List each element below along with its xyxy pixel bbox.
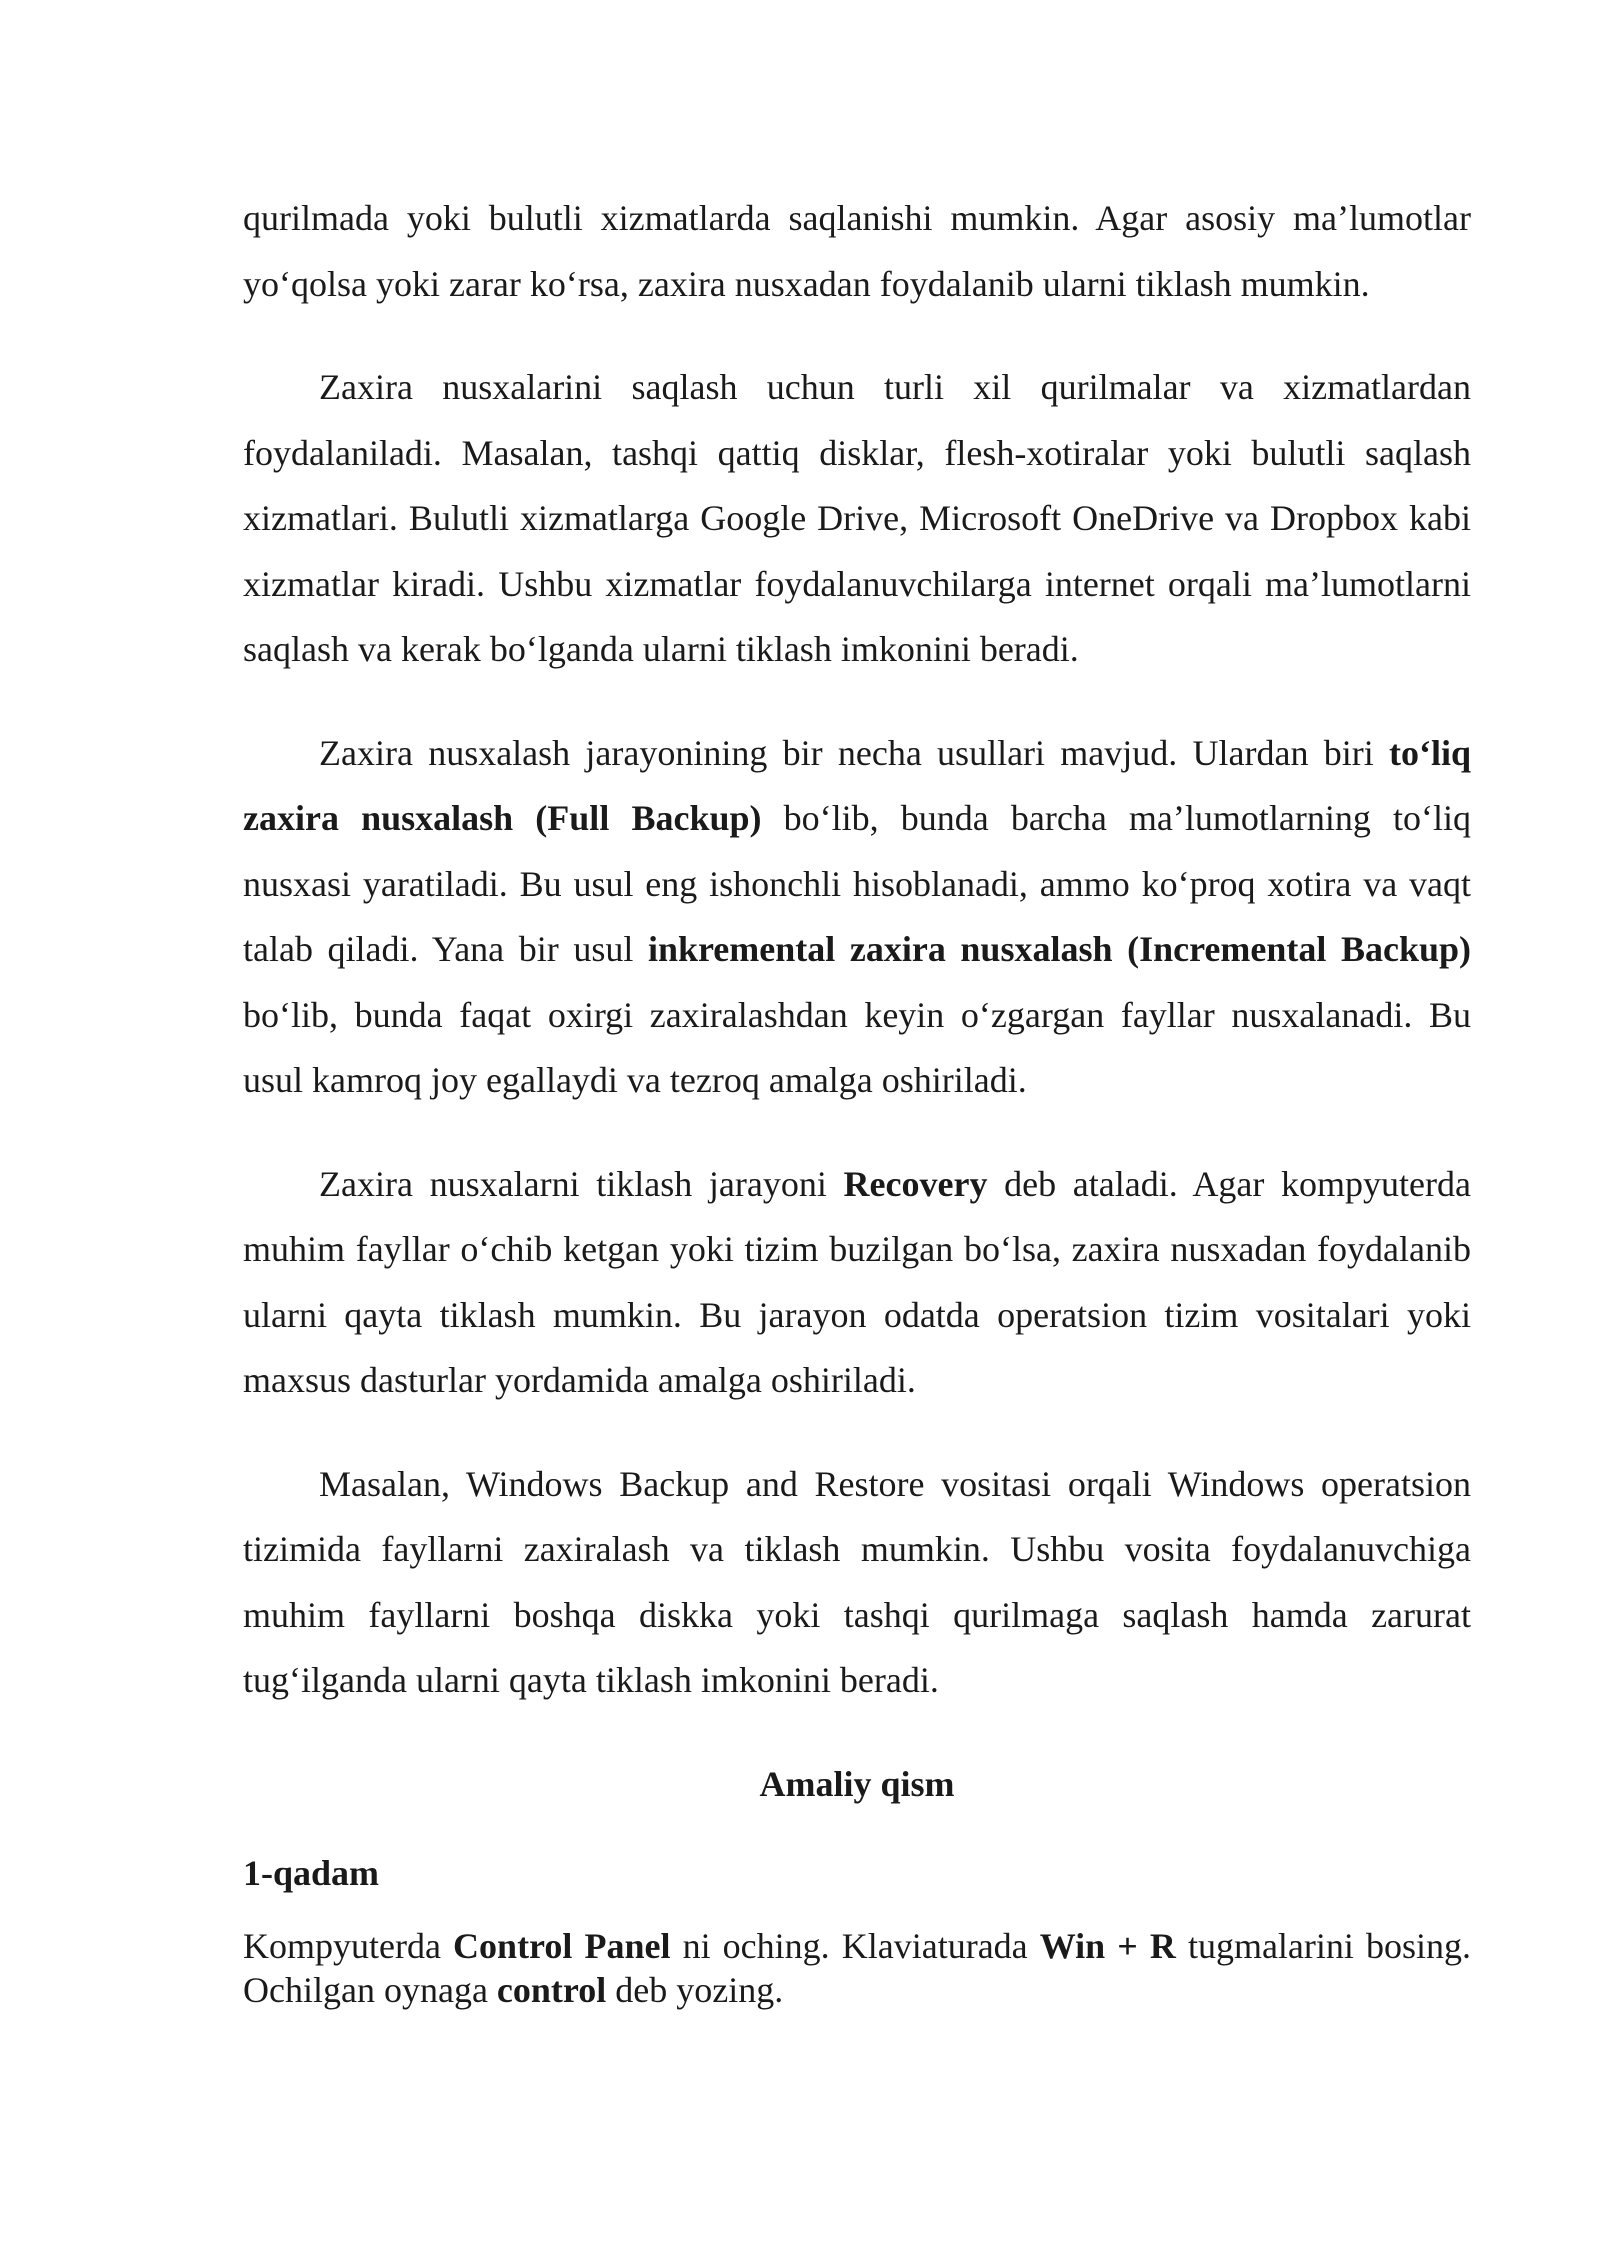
paragraph-text: deb ataladi. Agar kompyuterda muhim fayllar o‘chib ketgan yoki tizim buzilgan bo‘lsa, zaxira nusxadan foydalanib ularni qayta tiklash mumkin. Bu jarayon odatda operatsion tizim vositalari yoki maxsus dasturlar yordamida amalga oshiriladi.: [243, 1163, 1471, 1400]
paragraph-text: Zaxira nusxalarini saqlash uchun turli xil qurilmalar va xizmatlardan foydalaniladi. Masalan, tashqi qattiq disklar, flesh-xotiralar yoki bulutli saqlash xizmatlari. Bulutli xizmatlarga Google Drive, Microsoft OneDrive va Dropbox kabi xizmatlar kiradi. Ushbu xizmatlar foydalanuvchilarga internet orqali ma’lumotlarni saqlash va kerak bo‘lganda ularni tiklash imkonini beradi.: [243, 367, 1471, 669]
term-recovery: Recovery: [843, 1163, 988, 1204]
paragraph-backup-storage-intro: [243, 186, 1471, 317]
paragraph-text: qurilmada yoki bulutli xizmatlarda saqlanishi mumkin. Agar asosiy ma’lumotlar yo‘qolsa yoki zarar ko‘rsa, zaxira nusxadan foydalanib ularni tiklash mumkin.: [243, 198, 1471, 304]
paragraph-windows-backup: [243, 1452, 1471, 1714]
step-instructions: [243, 1924, 1471, 2012]
step-text: deb yozing.: [606, 1969, 784, 2010]
document-body: [243, 186, 1471, 2050]
term-control: control: [496, 1969, 607, 2010]
paragraph-text: Zaxira nusxalash jarayonining bir necha usullari mavjud. Ulardan biri: [319, 732, 1389, 773]
term-win-r: Win + R: [1039, 1925, 1176, 1966]
step-title: 1-qadam: [243, 1852, 380, 1893]
step-text: ni oching. Klaviaturada: [670, 1925, 1040, 1966]
paragraph-recovery: [243, 1152, 1471, 1414]
paragraph-text: bo‘lib, bunda faqat oxirgi zaxiralashdan keyin o‘zgargan fayllar nusxalanadi. Bu usul kamroq joy egallaydi va tezroq amalga oshiriladi.: [243, 994, 1471, 1100]
paragraph-backup-devices: [243, 355, 1471, 683]
step-text: Kompyuterda: [243, 1925, 454, 1966]
term-full-backup: to‘liq zaxira nusxalash (Full Backup): [243, 732, 1471, 838]
paragraph-text: Zaxira nusxalarni tiklash jarayoni: [319, 1163, 844, 1204]
step-text: tugmalarini bosing. Ochilgan oynaga: [243, 1925, 1472, 2010]
section-heading: Amaliy qism: [759, 1763, 955, 1804]
paragraph-text: bo‘lib, bunda barcha ma’lumotlarning to‘liq nusxasi yaratiladi. Bu usul eng ishonchli hisoblanadi, ammo ko‘proq xotira va vaqt talab qiladi. Yana bir usul: [243, 798, 1471, 969]
paragraph-backup-methods: [243, 721, 1471, 1114]
term-incremental-backup: inkremental zaxira nusxalash (Incremental Backup): [647, 929, 1472, 969]
term-control-panel: Control Panel: [453, 1925, 671, 1966]
paragraph-text: Masalan, Windows Backup and Restore vositasi orqali Windows operatsion tizimida fayllarni zaxiralash va tiklash mumkin. Ushbu vosita foydalanuvchiga muhim fayllarni boshqa diskka yoki tashqi qurilmaga saqlash hamda zarurat tug‘ilganda ularni qayta tiklash imkonini beradi.: [243, 1463, 1471, 1700]
